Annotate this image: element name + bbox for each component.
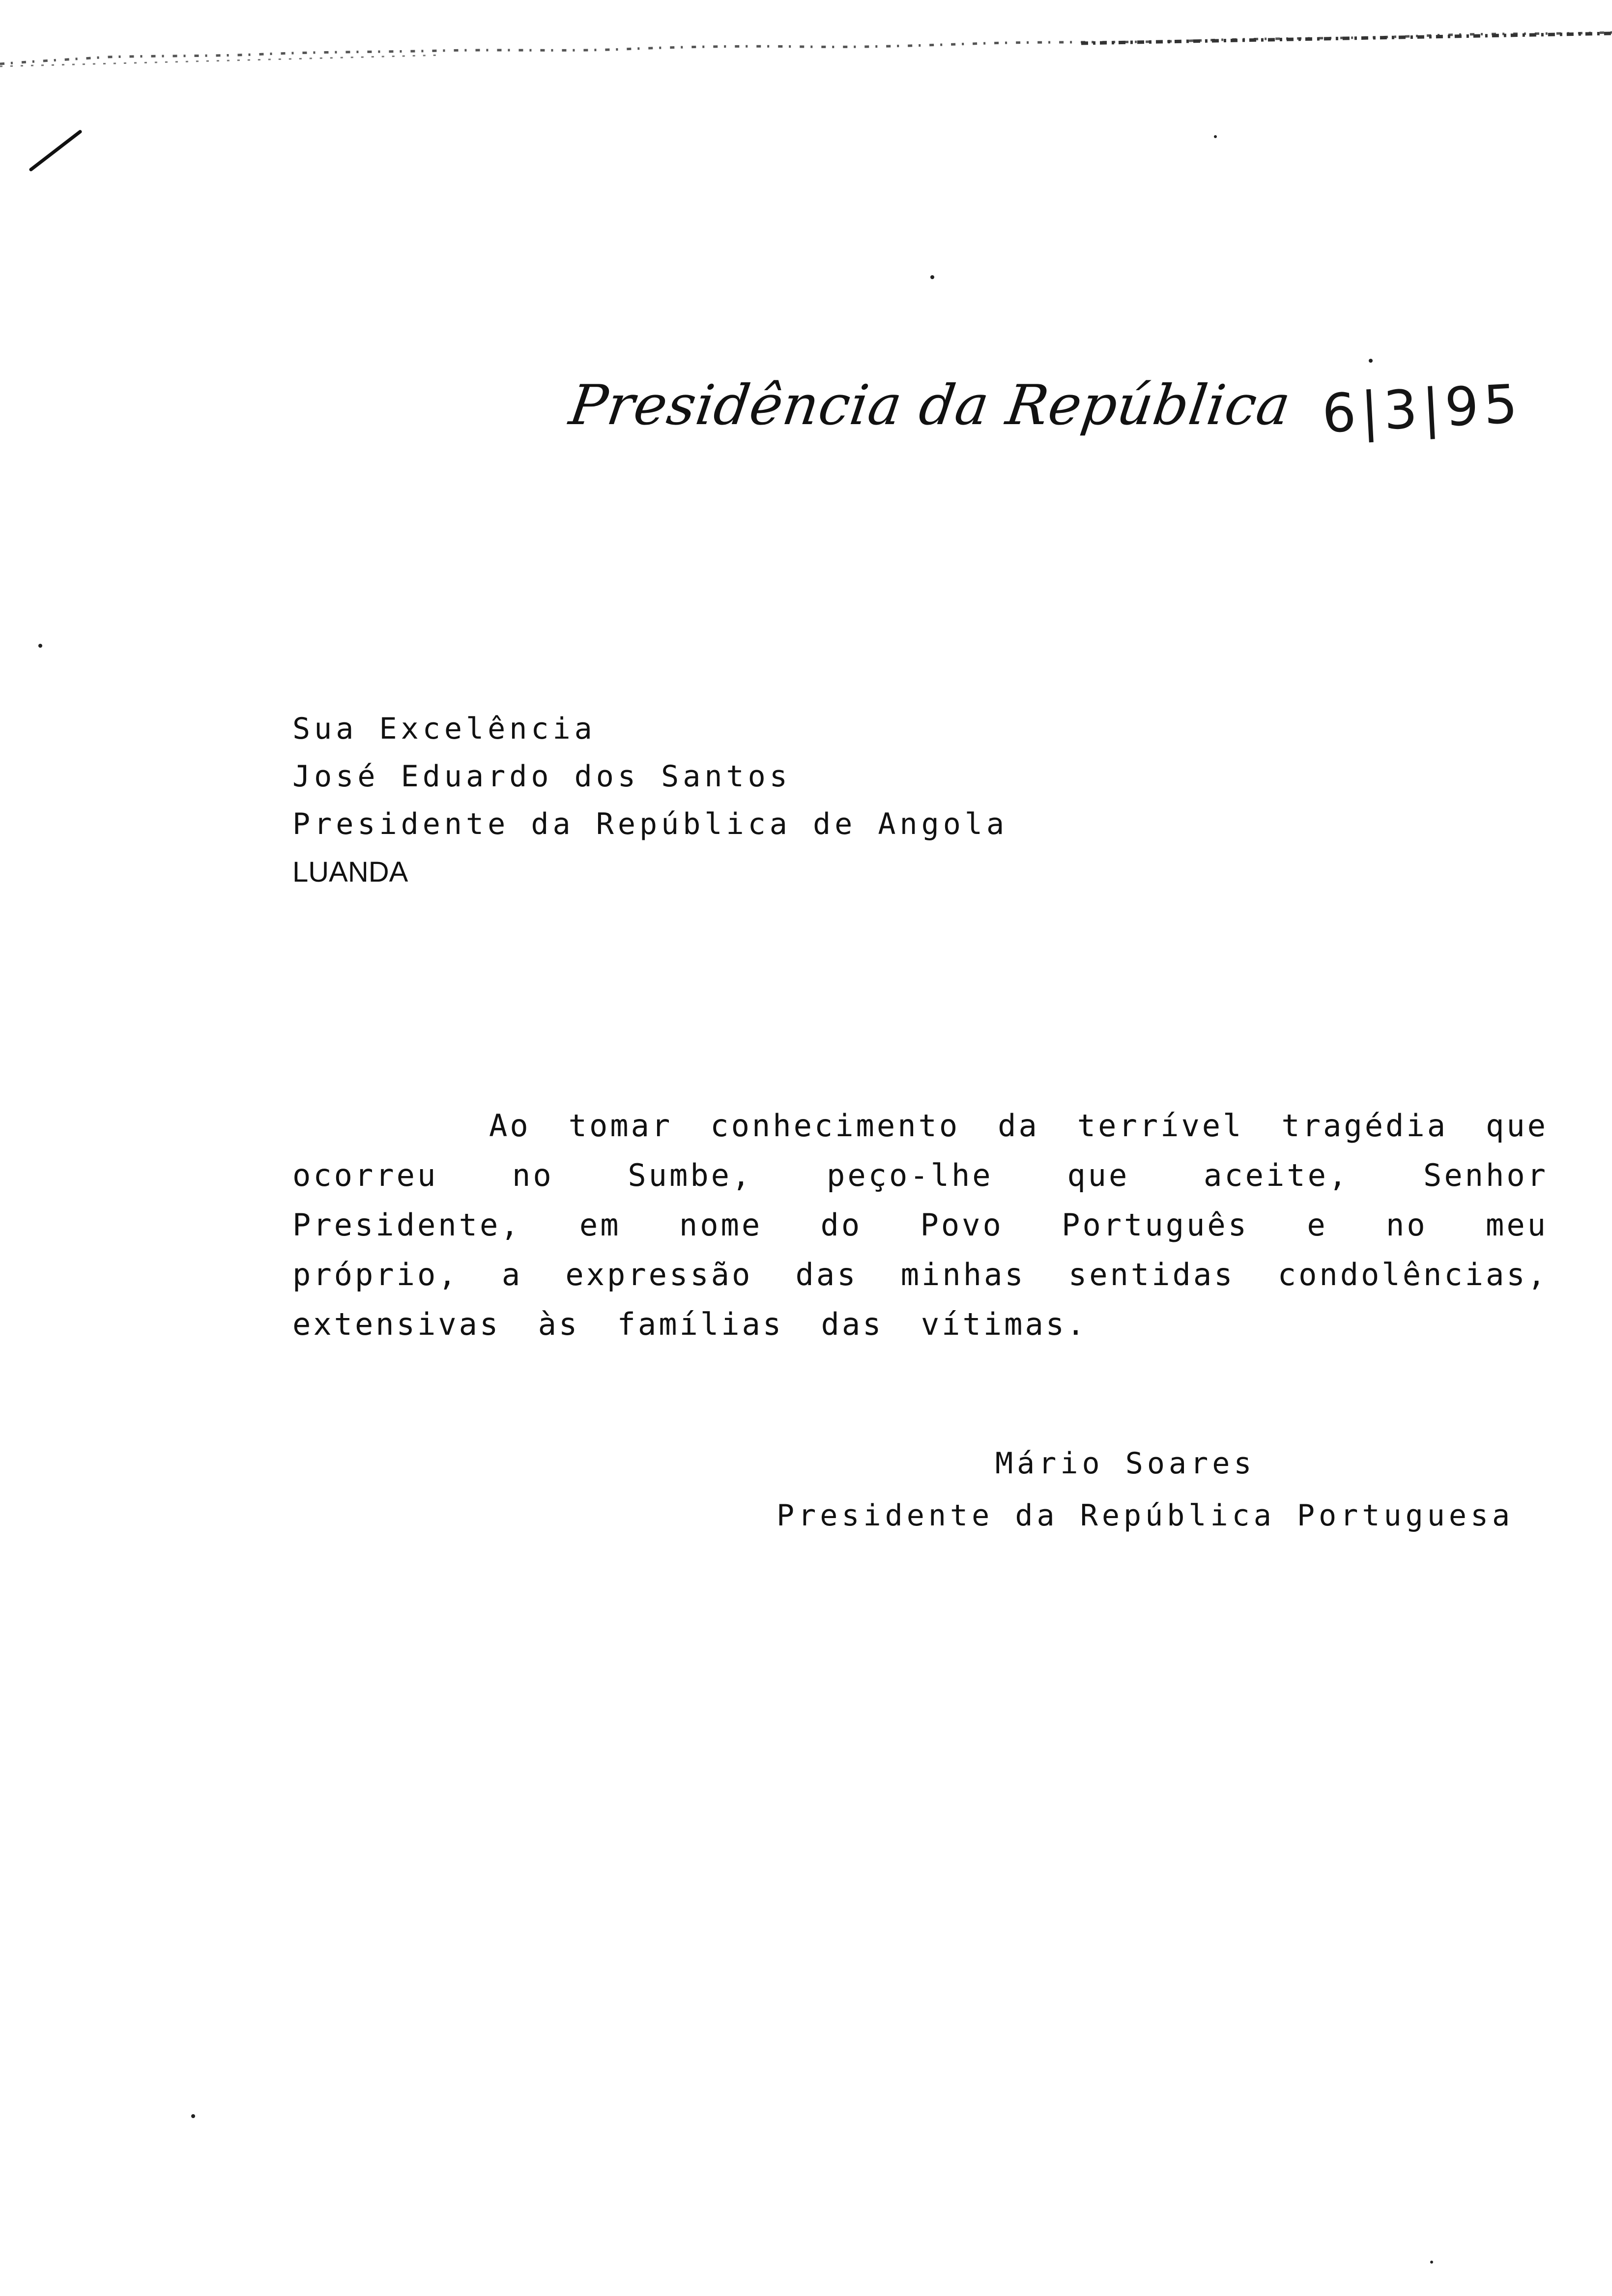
- address-title: Presidente da República de Angola: [292, 807, 1008, 841]
- scan-speck: [191, 2114, 195, 2118]
- letterhead-title: Presidência da República: [565, 373, 1295, 437]
- scan-speck: [1369, 359, 1373, 363]
- signature-title: Presidente da República Portuguesa: [777, 1498, 1514, 1533]
- signature-name: Mário Soares: [995, 1446, 1256, 1481]
- scan-speck: [930, 275, 934, 279]
- address-block: [292, 705, 1008, 896]
- scan-speck: [38, 644, 42, 648]
- scan-speck: [1214, 135, 1217, 138]
- slash-mark-icon: [27, 123, 86, 182]
- scan-speck: [1430, 2261, 1433, 2264]
- address-recipient: José Eduardo dos Santos: [292, 759, 791, 794]
- scan-edge-icon: [0, 24, 1612, 73]
- address-salutation: Sua Excelência: [292, 712, 596, 746]
- address-city: LUANDA: [292, 856, 408, 888]
- condolence-paragraph: Ao tomar conhecimento da terrível tragédia que ocorreu no Sumbe, peço-lhe que aceite, Senhor Presidente, em nome do Povo Português e no meu próprio, a expressão das minhas sentidas condolências, extensivas às famílias das vítimas.: [292, 1108, 1548, 1342]
- signature-block: [777, 1437, 1514, 1542]
- handwritten-date: 6|3|95: [1321, 373, 1524, 445]
